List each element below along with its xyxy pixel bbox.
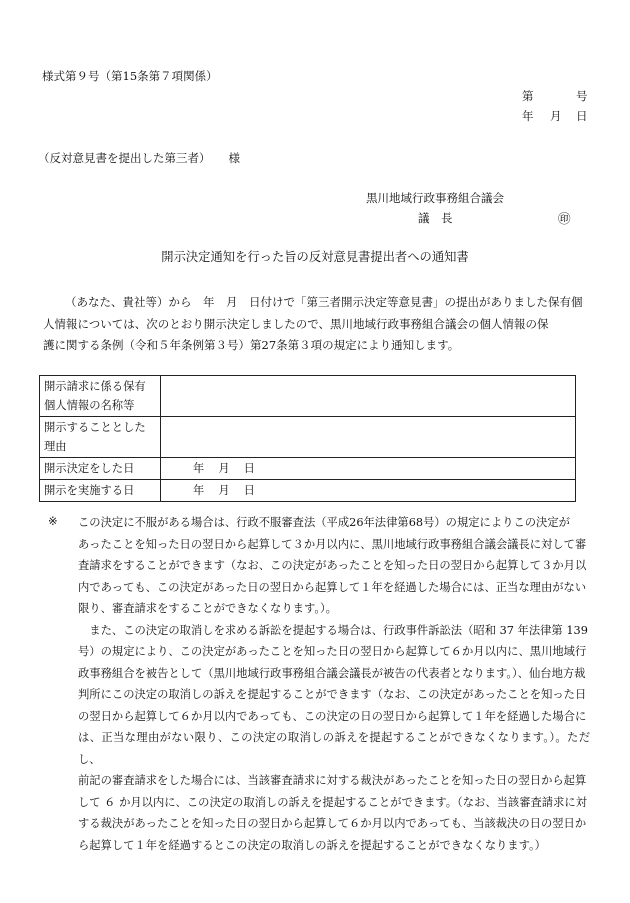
form-label: 様式第９号（第15条第７項関係） [42, 69, 218, 83]
number-prefix: 第 [522, 89, 534, 103]
date-day: 日 [576, 109, 588, 123]
decision-table [39, 375, 576, 502]
table-key: 開示請求に係る保有 個人情報の名称等 [40, 376, 161, 417]
addressee-label: （反対意見書を提出した第三者） [38, 151, 211, 165]
table-row [40, 376, 576, 417]
note-line: 査請求をすることができます（なお、この決定があったことを知った日の翌日から起算して３か月以 [78, 559, 587, 572]
note-mark: ※ [48, 514, 58, 528]
note-line: の翌日から起算して６か月以内であっても、この決定の日の翌日から起算して１年を経過した場合に [78, 709, 587, 723]
table-date-value: 年 月 日 [161, 458, 576, 480]
date-month: 月 [550, 109, 562, 123]
note-line: 政事務組合を被告として（黒川地域行政事務組合議会議長が被告の代表者となります。）、仙台地方裁 [78, 666, 586, 680]
sender-organization: 黒川地域行政事務組合議会 [366, 191, 504, 205]
body-line-2: 人情報については、次のとおり開示決定しましたので、黒川地域行政事務組合議会の個人情報の保 [43, 316, 549, 331]
sender-title: 議 長 [418, 211, 453, 225]
addressee [38, 150, 240, 166]
seal-mark: ㊞ [558, 211, 571, 226]
note-line: 内であっても、この決定があった日の翌日から起算して１年を経過した場合には、正当な理由がない [78, 580, 587, 594]
document-title: 開示決定通知を行った旨の反対意見書提出者への通知書 [161, 250, 469, 264]
number-suffix: 号 [576, 89, 588, 103]
note-line: ら起算して１年を経過するとこの決定の取消しの訴えを提起することができなくなります。） [78, 838, 546, 852]
note-line: する裁決があったことを知った日の翌日から起算して６か月以内であっても、当該裁決の日の翌日か [78, 817, 587, 830]
table-key: 開示を実施する日 [40, 480, 161, 502]
table-row [40, 417, 576, 458]
table-key: 開示することとした 理由 [40, 417, 161, 458]
note-line: 号）の規定により、この決定があったことを知った日の翌日から起算して６か月以内に、黒川地域行 [78, 645, 587, 658]
note-line: あったことを知った日の翌日から起算して３か月以内に、黒川地域行政事務組合議会議長に対して審 [78, 537, 587, 551]
table-row [40, 480, 576, 502]
addressee-honorific: 様 [228, 151, 240, 165]
note-line: 判所にこの決定の取消しの訴えを提起することができます（なお、この決定があったことを知った日 [78, 688, 587, 701]
note-line: 前記の審査請求をした場合には、当該審査請求に対する裁決があったことを知った日の翌日から起算 [78, 774, 587, 787]
table-row [40, 458, 576, 480]
note-line: 限り、審査請求をすることができなくなります。）。 [78, 602, 337, 615]
body-line-3: 護に関する条例（令和５年条例第３号）第27条第３項の規定により通知します。 [43, 338, 460, 352]
body-line-1: （あなた、貴社等）から 年 月 日付けで「第三者開示決定等意見書」の提出がありました保有個 [65, 295, 583, 309]
date-year: 年 [522, 109, 534, 123]
note-line: は、正当な理由がない限り、この決定の取消しの訴えを提起することができなくなります。）。ただし、 [78, 731, 590, 766]
table-value [161, 417, 576, 458]
table-key: 開示決定をした日 [40, 458, 161, 480]
note-line: この決定に不服がある場合は、行政不服審査法（平成26年法律第68号）の規定によりこの決定が [78, 516, 570, 529]
table-value [161, 376, 576, 417]
note-paragraph [78, 512, 590, 856]
note-line: して ６ か月以内に、この決定の取消しの訴えを提起することができます。（なお、当該審査請求に対 [78, 795, 587, 809]
note-line: また、この決定の取消しを求める訴訟を提起する場合は、行政事件訴訟法（昭和 37 年法律第 139 [78, 623, 588, 637]
table-date-value: 年 月 日 [161, 480, 576, 502]
body-paragraph [43, 292, 588, 357]
